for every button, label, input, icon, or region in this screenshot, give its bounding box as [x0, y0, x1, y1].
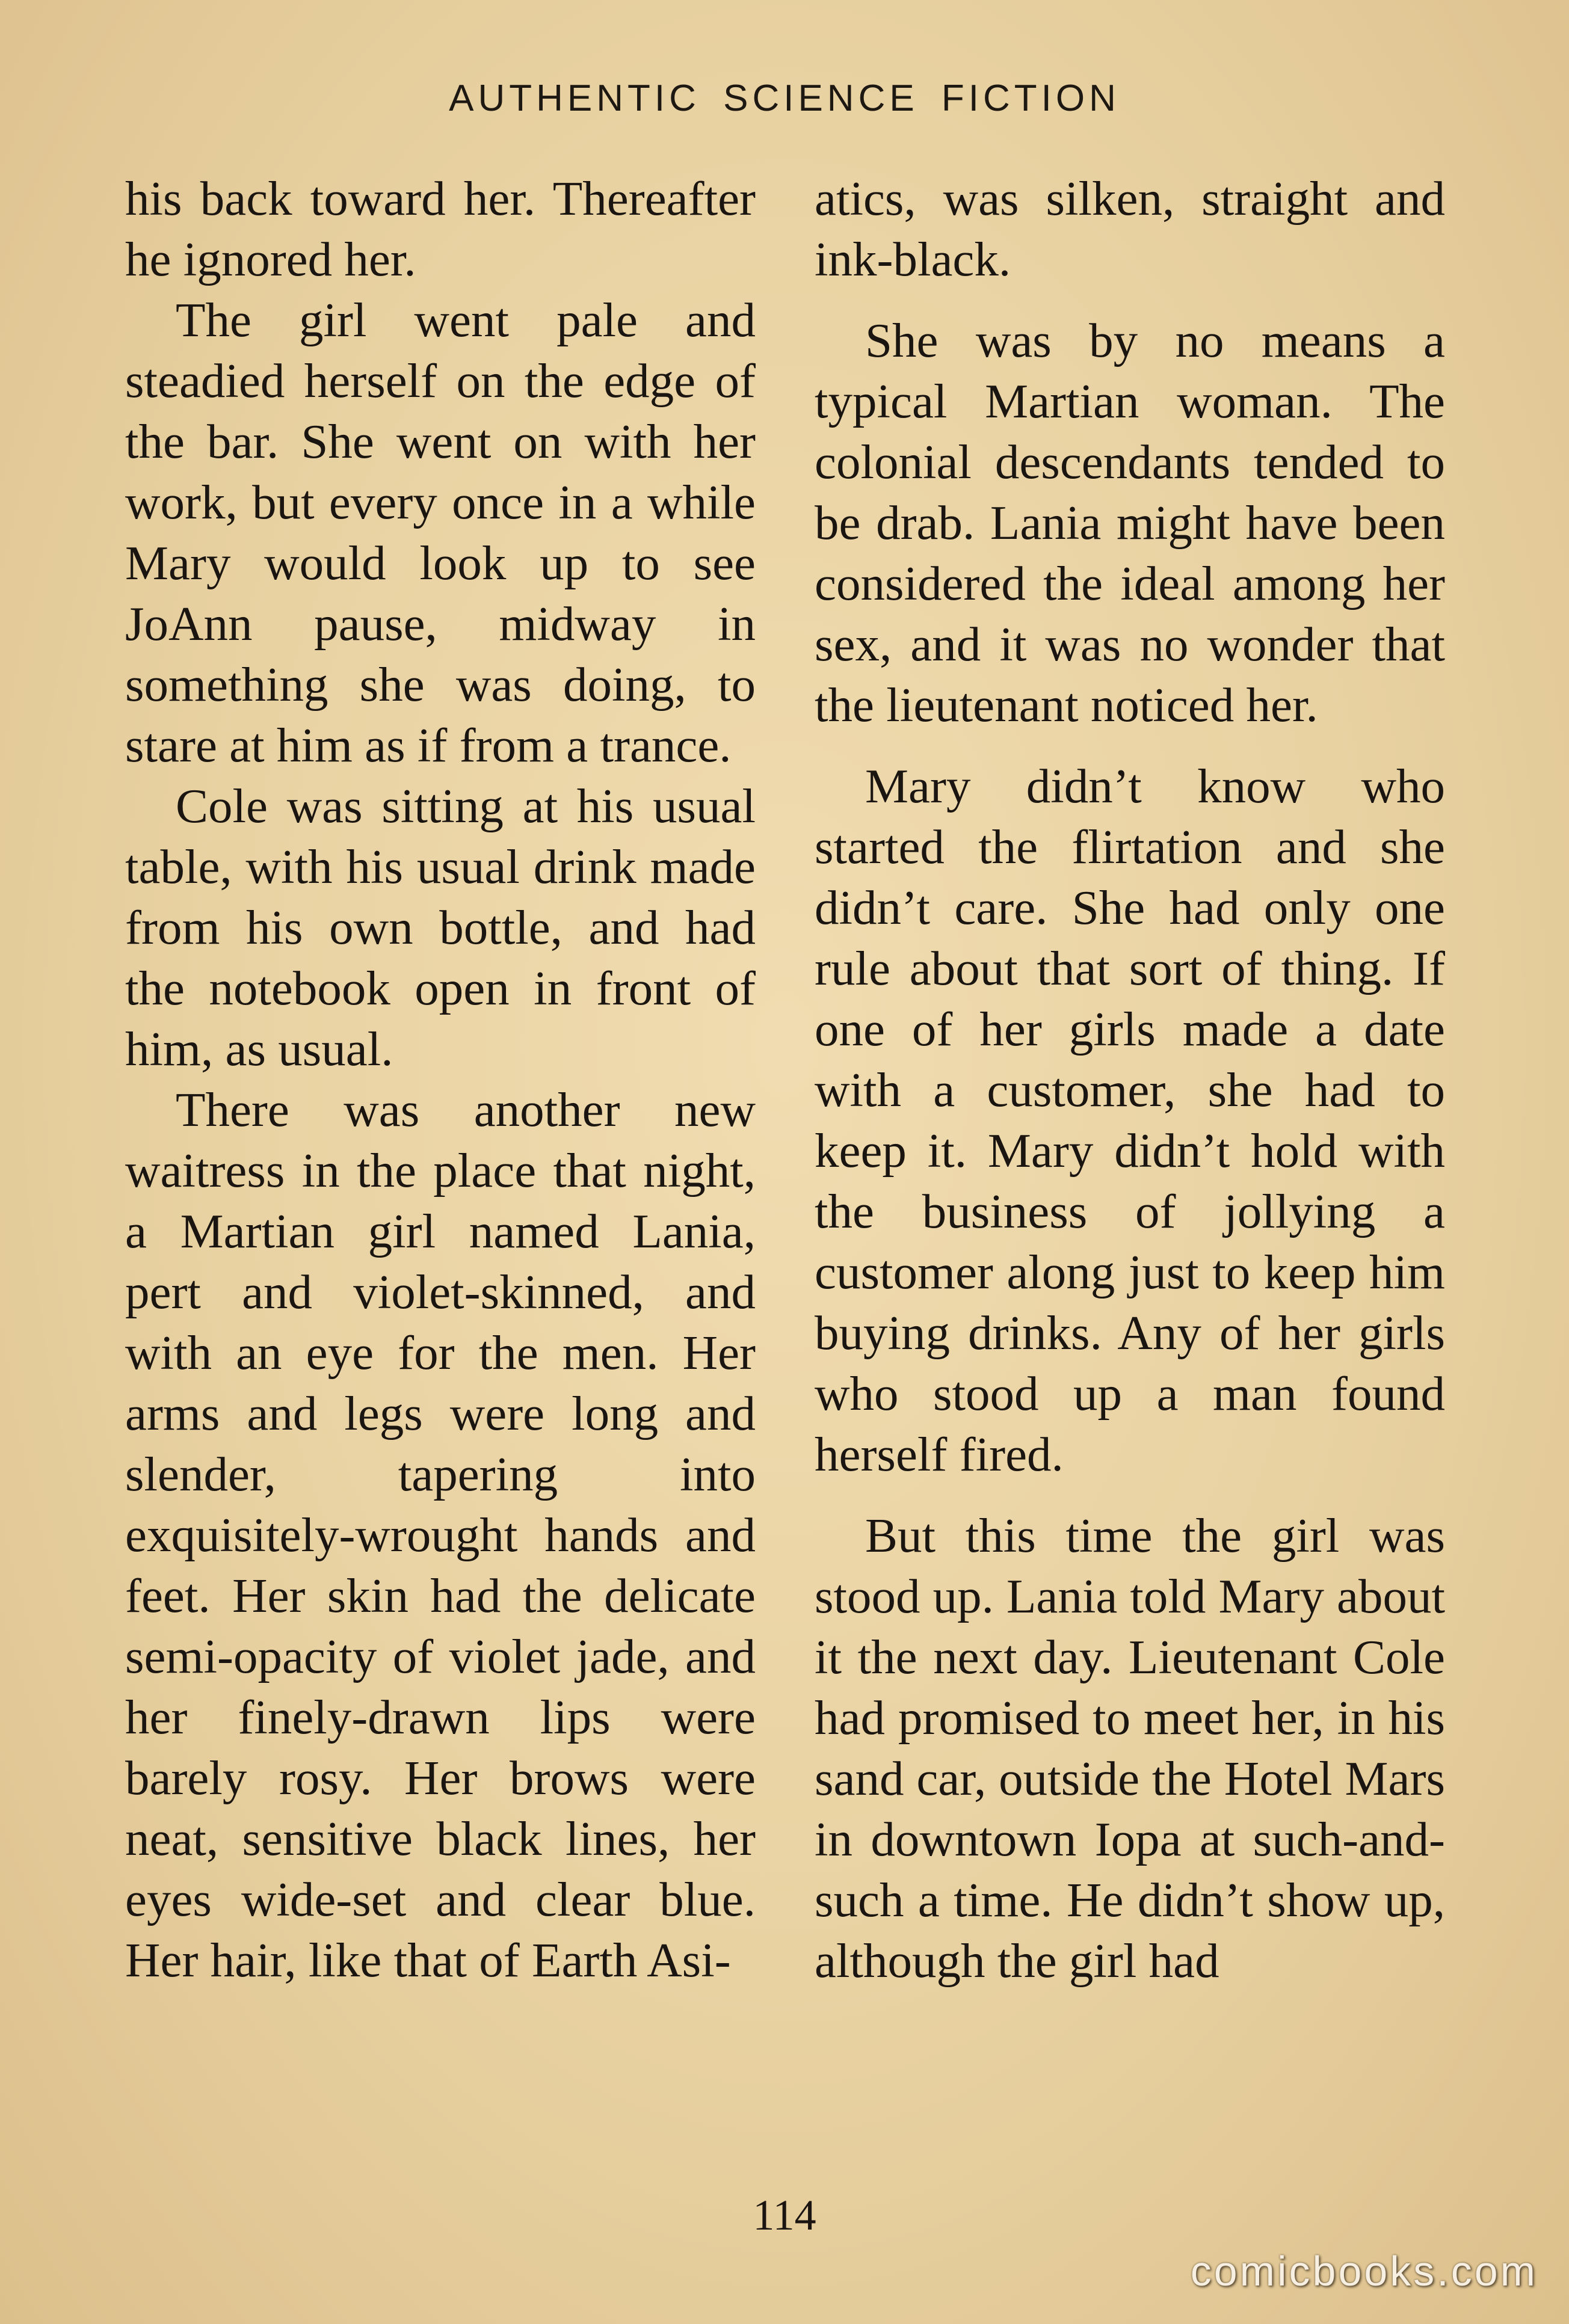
watermark: comicbooks.com — [1190, 2248, 1538, 2295]
paragraph: atics, was silken, straight and ink-black. — [815, 171, 1445, 286]
running-head: AUTHENTIC SCIENCE FICTION — [449, 78, 1120, 119]
right-column — [815, 168, 1445, 1991]
paragraph: Mary didn’t know who started the flirtation and she didn’t care. She had only one rule about that sort of thing. If one of her girls made a date with a customer, she had to keep it. Mary didn’t hold with the business of jollying a customer along just to keep him buying drinks. Any of her girls who stood up a man found herself fired. — [815, 759, 1445, 1481]
page-number: 114 — [753, 2191, 816, 2239]
paragraph: The girl went pale and steadied herself on the edge of the bar. She went on with her work, but every once in a while Mary would look up to see JoAnn pause, midway in something she was doing, to stare at him as if from a trance. — [125, 293, 756, 772]
paragraph: She was by no means a typical Martian woman. The colonial descendants tended to be drab. Lania might have been considered the ideal among her sex, and it was no wonder that the lieutenant noticed her. — [815, 313, 1445, 732]
paragraph: There was another new waitress in the place that night, a Martian girl named Lania, pert and violet-skinned, and with an eye for the men. Her arms and legs were long and slender, tapering into exquisitely-wrought hands and feet. Her skin had the delicate semi-opacity of violet jade, and her finely-drawn lips were barely rosy. Her brows were neat, sensitive black lines, her eyes wide-set and clear blue. Her hair, like that of Earth Asi- — [125, 1083, 756, 1987]
paragraph: Cole was sitting at his usual table, with his usual drink made from his own bottle, and had the notebook open in front of him, as usual. — [125, 779, 756, 1076]
paragraph: But this time the girl was stood up. Lania told Mary about it the next day. Lieutenant Cole had promised to meet her, in his sand car, outside the Hotel Mars in downtown Iopa at such-and-such a time. He didn’t show up, although the girl had — [815, 1508, 1445, 1988]
paragraph: his back toward her. Thereafter he ignored her. — [125, 171, 756, 286]
left-column — [125, 168, 756, 1991]
